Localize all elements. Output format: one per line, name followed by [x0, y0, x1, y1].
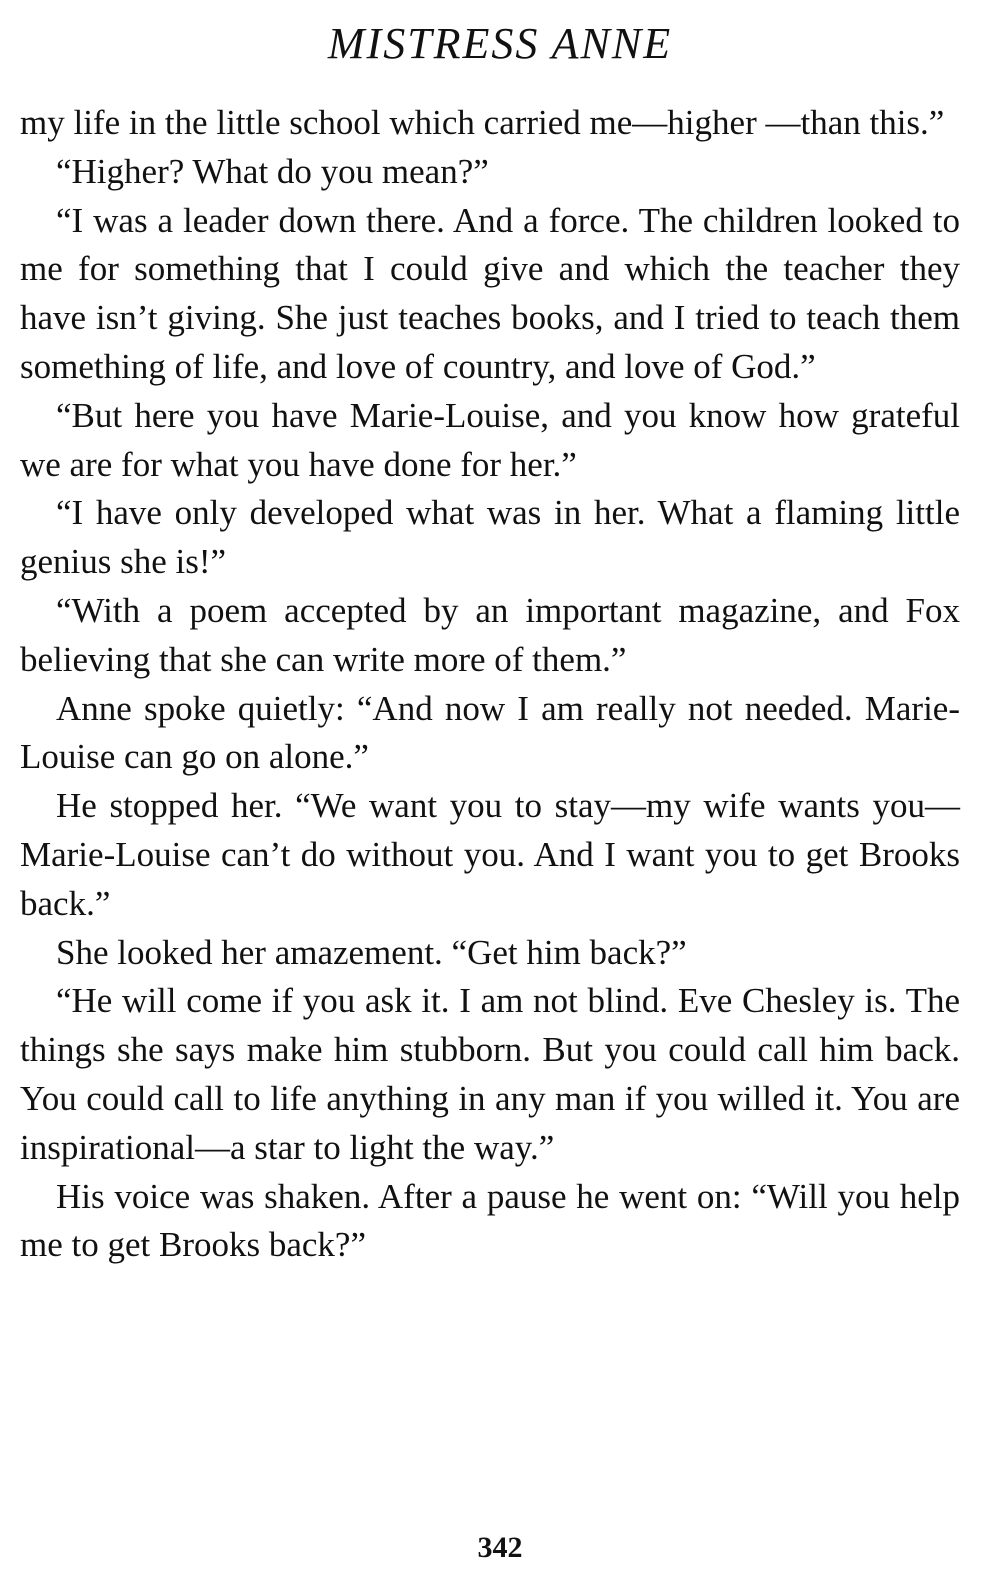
paragraph: Anne spoke quietly: “And now I am really not needed. Marie-Louise can go on alone.” — [20, 688, 960, 777]
paragraph: His voice was shaken. After a pause he went on: “Will you help me to get Brooks back?” — [20, 1176, 960, 1265]
paragraph: “I have only developed what was in her. What a flaming little genius she is!” — [20, 493, 960, 582]
paragraph: “With a poem accepted by an important magazine, and Fox believing that she can write more of them.” — [20, 590, 960, 679]
page-number: 342 — [477, 1531, 523, 1564]
paragraph: She looked her amazement. “Get him back?” — [56, 932, 687, 972]
paragraph: “Higher? What do you mean?” — [56, 151, 489, 191]
paragraph: my life in the little school which carried me—higher —than this.” — [20, 103, 945, 142]
paragraph: “He will come if you ask it. I am not blind. Eve Chesley is. The things she says make him stubborn. But you could call him back. You could call to life anything in any man if you willed it. You are inspirational—a star to light the way.” — [20, 981, 960, 1167]
paragraph: “I was a leader down there. And a force. The children looked to me for something that I could give and which the teacher they have isn’t giving. She just teaches books, and I tried to teach them something of life, and love of country, and love of God.” — [20, 200, 960, 386]
body-text — [20, 99, 960, 1270]
paragraph: He stopped her. “We want you to stay—my wife wants you—Marie-Louise can’t do without you. And I want you to get Brooks back.” — [20, 786, 960, 923]
running-head: MISTRESS ANNE — [327, 19, 673, 68]
paragraph: “But here you have Marie-Louise, and you know how grateful we are for what you have done for her.” — [20, 395, 960, 484]
